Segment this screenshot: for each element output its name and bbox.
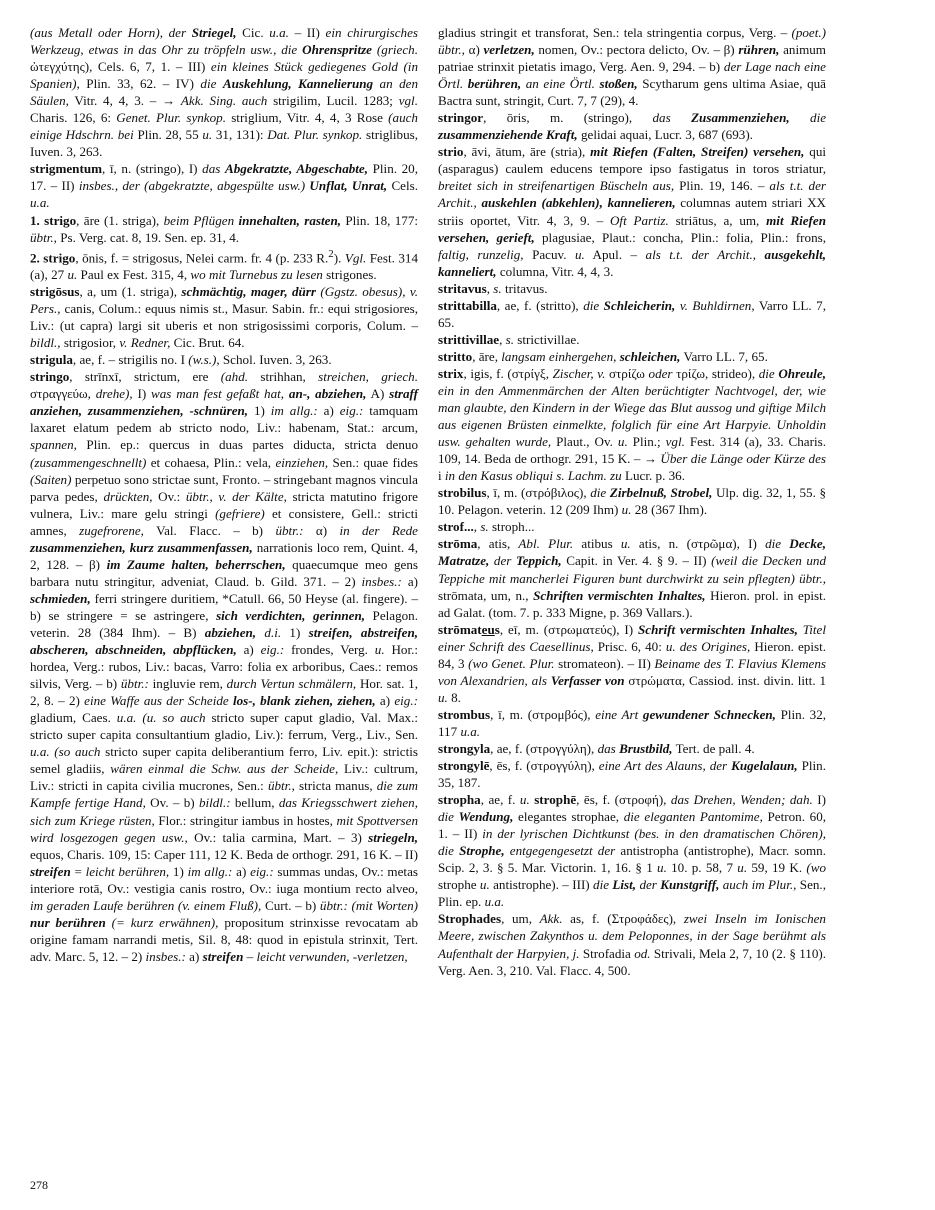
dictionary-entry: strittabilla, ae, f. (stritto), die Schleicherin, v. Buhldirnen, Varro LL. 7, 65. [438, 297, 826, 330]
dictionary-entry: stringor, ōris, m. (stringo), das Zusammenziehen, die zusammenziehende Kraft, gelidai aquai, Lucr. 3, 687 (693). [438, 110, 827, 143]
dictionary-entry: strombus, ī, m. (στρομβός), eine Art gewundener Schnecken, Plin. 32, 117 u.a. [438, 706, 827, 739]
dictionary-entry: 1. strigo, āre (1. striga), beim Pflügen innehalten, rasten, Plin. 18, 177: übtr., Ps. Verg. cat. 8, 19. Sen. ep. 31, 4. [30, 212, 419, 245]
dictionary-entry: strigōsus, a, um (1. striga), schmächtig, mager, dürr (Ggstz. obesus), v. Pers., canis, Colum.: equus nimis st., Masur. Sabin. fr.: equi strigosiores, Liv.: (ut capra) largi sit uberis et non strigosissimi corporis, Colum. – bildl., strigosior, v. Redner, Cic. Brut. 64. [30, 284, 418, 351]
dictionary-entry: strongyla, ae, f. (στρογγύλη), das Brustbild, Tert. de pall. 4. [438, 740, 755, 756]
dictionary-entry: stropha, ae, f. u. strophē, ēs, f. (στροφή), das Drehen, Wenden; dah. I) die Wendung, elegantes strophae, die eleganten Pantomime, Petron. 60, 1. – II) in der lyrischen Dichtkunst (bes. in den dramatischen Chören), die Strophe, entgegengesetzt der antistropha (antistrophe), Macr. somn. Scip. 2, 3. § 5. Mar. Victorin. 1, 16. § 1 u. 10. p. 58, 7 u. 59, 19 K. (wo strophe u. antistrophe). – III) die List, der Kunstgriff, auch im Plur., Sen., Plin. ep. u.a. [438, 792, 827, 910]
dictionary-entry: (aus Metall oder Horn), der Striegel, Cic. u.a. – II) ein chirurgisches Werkzeug, etwas in das Ohr zu tröpfeln usw., die Ohrenspritze (griech. ὠτεγχύτης), Cels. 6, 7, 1. – III) ein kleines Stück gediegenes Gold (in Spanien), Plin. 33, 62. – IV) die Auskehlung, Kannelierung an den Säulen, Vitr. 4, 4, 3. – → Akk. Sing. auch strigilim, Lucil. 1283; vgl. Charis. 126, 6: Genet. Plur. synkop. striglium, Vitr. 4, 4, 3 Rose (auch einige Hdschrn. bei Plin. 28, 55 u. 31, 131): Dat. Plur. synkop. striglibus, Iuven. 3, 263. [30, 25, 419, 160]
dictionary-entry: strongylē, ēs, f. (στρογγύλη), eine Art des Alauns, der Kugelalaun, Plin. 35, 187. [438, 758, 827, 791]
dictionary-entry: strof..., s. stroph... [438, 519, 535, 535]
dictionary-entry: stringo, strīnxī, strictum, ere (ahd. strihhan, streichen, griech. στραγγεύω, drehe), I) was man fest gefaßt hat, an-, abziehen, A) straff anziehen, zusammenziehen, -schnüren, 1) im allg.: a) eig.: tamquam laxaret elatum pedem ab stricto nodo, Liv.: habenam, Stat.: arcum, spannen, Plin. ep.: quercus in duas partes diducta, stricta denuo (zusammengeschnellt) et cohaesa, Plin.: vela, einziehen, Sen.: quae fides (Saiten) perpetuo sono strictae sunt, Fronto. – stringebant magnos vincula parva pedes, drückten, Ov.: übtr., v. der Kälte, stricta matutino frigore vulnera, Liv.: mare gelu stringi (gefriere) et consistere, Gell.: stricti amnes, zugefrorene, Val. Flacc. – b) übtr.: α) in der Rede zusammenziehen, kurz zusammenfassen, narrationis loco rem, Quint. 4, 2, 128. – β) im Zaume halten, beherrschen, quaecumque meo gens barbara nutu stringitur, adveniat, Claud. b. Gild. 371. – 2) insbes.: a) schmieden, ferri stringere duritiem, *Catull. 66, 50 Heyse (al. fingere). – b) se stringere = se astringere, sich verdichten, gerinnen, Pelagon. veterin. 28 (384 Ihm). – B) abziehen, d.i. 1) streifen, abstreifen, abscheren, abschneiden, abpflücken, a) eig.: frondes, Verg. u. Hor.: hordea, Verg.: rubos, Liv.: bacas, Varro: folia ex arboribus, Caes.: remos silvis, Verg. – b) übtr.: ingluvie rem, durch Vertun schmälern, Hor. sat. 1, 2, 8. – 2) eine Waffe aus der Scheide los-, blank ziehen, ziehen, a) eig.: gladium, Caes. u.a. (u. so auch stricto super caput gladio, Val. Max.: stricto super capita consultantium gladio, Liv.): ferrum, Verg., Liv., Sen. u.a. (so auch stricto super capita deliberantium ferro, Liv. epit.): strictis semel gladiis, wären einmal die Schw. aus der Scheide, Liv.: cultrum, Liv.: stricti in capita civilia mucrones, Sen.: übtr., stricta manus, die zum Kampfe fertige Hand, Ov. – b) bildl.: bellum, das Kriegsschwert ziehen, sich zum Kriege rüsten, Flor.: stringitur iambus in hostes, mit Spottversen wird losgezogen gegen usw., Ov.: talia carmina, Mart. – 3) striegeln, equos, Charis. 109, 15: Caper 111, 12 K. Beda de orthogr. 291, 16 K. – II) streifen = leicht berühren, 1) im allg.: a) eig.: summas undas, Ov.: metas interiore rotā, Ov.: vestigia canis rostro, Ov.: iuga montium recto alveo, im geraden Laufe berühren (v. einem Fluß), Curt. – b) übtr.: (mit Worten) nur berühren (= kurz erwähnen), propositum strinxisse revocatam ab origine famam narrandi metis, Sil. 8, 48: quod in epistula strinxit, Tert. adv. Marc. 5, 12. – 2) insbes.: a) streifen – leicht verwunden, -verletzen, [30, 369, 419, 964]
dictionary-entry: strix, igis, f. (στρίγξ, Zischer, v. στρίζω oder τρίζω, strideo), die Ohreule, ein in den Ammenmärchen der Alten berüchtigter Nachtvogel, der, wie man glaubte, den Kindern in der Wiege das Blut aussog und giftige Milch aus eigenen Brüsten einmelkte, folglich für eine Art Harpyie. Unholdin usw. gehalten wurde, Plaut., Ov. u. Plin.; vgl. Fest. 314 (a), 33. Charis. 109, 14. Beda de orthogr. 291, 15 K. – → Über die Länge oder Kürze des i in den Kasus obliqui s. Lachm. zu Lucr. p. 36. [438, 365, 826, 484]
dictionary-entry: strio, āvi, ātum, āre (stria), mit Riefen (Falten, Streifen) versehen, qui (asparagus) caulem educens tempore ipso fastigatus in toros striatur, breitet sich in streifenartigen Büscheln aus, Plin. 19, 146. – als t.t. der Archit., auskehlen (abkehlen), kannelieren, columnas autem striari XX striis oportet, Vitr. 4, 3, 9. – Oft Partiz. striātus, a, um, mit Riefen versehen, gerieft, plagusiae, Plaut.: concha, Plin.: folia, Plin.: frons, faltig, runzelig, Pacuv. u. Apul. – als t.t. der Archit., ausgekehlt, kanneliert, columna, Vitr. 4, 4, 3. [438, 144, 827, 279]
right-column [438, 24, 826, 979]
dictionary-entry: gladius stringit et transforat, Sen.: tela stringentia corpus, Verg. – (poet.) übtr., α) verletzen, nomen, Ov.: pectora delicto, Ov. – β) rühren, animum patriae strinxit pietatis imago, Verg. Aen. 9, 294. – b) der Lage nach eine Örtl. berühren, an eine Örtl. stoßen, Scytharum gens ultima Asiae, quā Bactra sunt, stringit, Curt. 7, 7 (29), 4. [438, 25, 826, 109]
page-number: 278 [30, 1178, 48, 1192]
dictionary-entry: strōmateus, eī, m. (στρωματεύς), I) Schrift vermischten Inhaltes, Titel einer Schrift des Caesellinus, Prisc. 6, 40: u. des Origines, Hieron. epist. 84, 3 (wo Genet. Plur. stromateon). – II) Beiname des T. Flavius Klemens von Alexandrien, als Verfasser von στρώματα, Cassiod. inst. divin. litt. 1 u. 8. [438, 621, 827, 705]
left-column [30, 24, 418, 965]
dictionary-entry: 2. strigo, ōnis, f. = strigosus, Nelei carm. fr. 4 (p. 233 R.$^2$). Vgl. Fest. 314 (a), 27 u. Paul ex Fest. 315, 4, wo mit Turnebus zu lesen strigones. [30, 247, 418, 283]
dictionary-entry: stritto, āre, langsam einhergehen, schleichen, Varro LL. 7, 65. [438, 348, 768, 364]
dictionary-entry: Strophades, um, Akk. as, f. (Στροφάδες), zwei Inseln im Ionischen Meere, zwischen Zakynthos u. dem Peloponnes, in der Sage berühmt als Aufenthalt der Harpyien, j. Strofadia od. Strivali, Mela 2, 7, 10 (2. § 110). Verg. Aen. 3, 210. Val. Flacc. 4, 500. [438, 911, 826, 978]
dictionary-entry: strittivillae, s. strictivillae. [438, 331, 580, 347]
dictionary-entry: strigmentum, ī, n. (stringo), I) das Abgekratzte, Abgeschabte, Plin. 20, 17. – II) insbes., der (abgekratzte, abgespülte usw.) Unflat, Unrat, Cels. u.a. [30, 161, 418, 211]
dictionary-entry: stritavus, s. tritavus. [438, 280, 548, 296]
dictionary-entry: strobilus, ī, m. (στρόβιλος), die Zirbelnuß, Strobel, Ulp. dig. 32, 1, 55. § 10. Pelagon. veterin. 12 (209 Ihm) u. 28 (367 Ihm). [438, 485, 826, 518]
dictionary-entry: strōma, atis, Abl. Plur. atibus u. atis, n. (στρῶμα), I) die Decke, Matratze, der Teppich, Capit. in Ver. 4. § 9. – II) (weil die Decken und Teppiche mit mancherlei Figuren bunt durchwirkt zu sein pflegten) übtr., strōmata, um, n., Schriften vermischten Inhaltes, Hieron. prol. in epist. ad Galat. (tom. 7. p. 333 Migne, p. 369 Vallars.). [438, 536, 827, 620]
dictionary-entry: strigula, ae, f. – strigilis no. I (w.s.), Schol. Iuven. 3, 263. [30, 352, 332, 368]
